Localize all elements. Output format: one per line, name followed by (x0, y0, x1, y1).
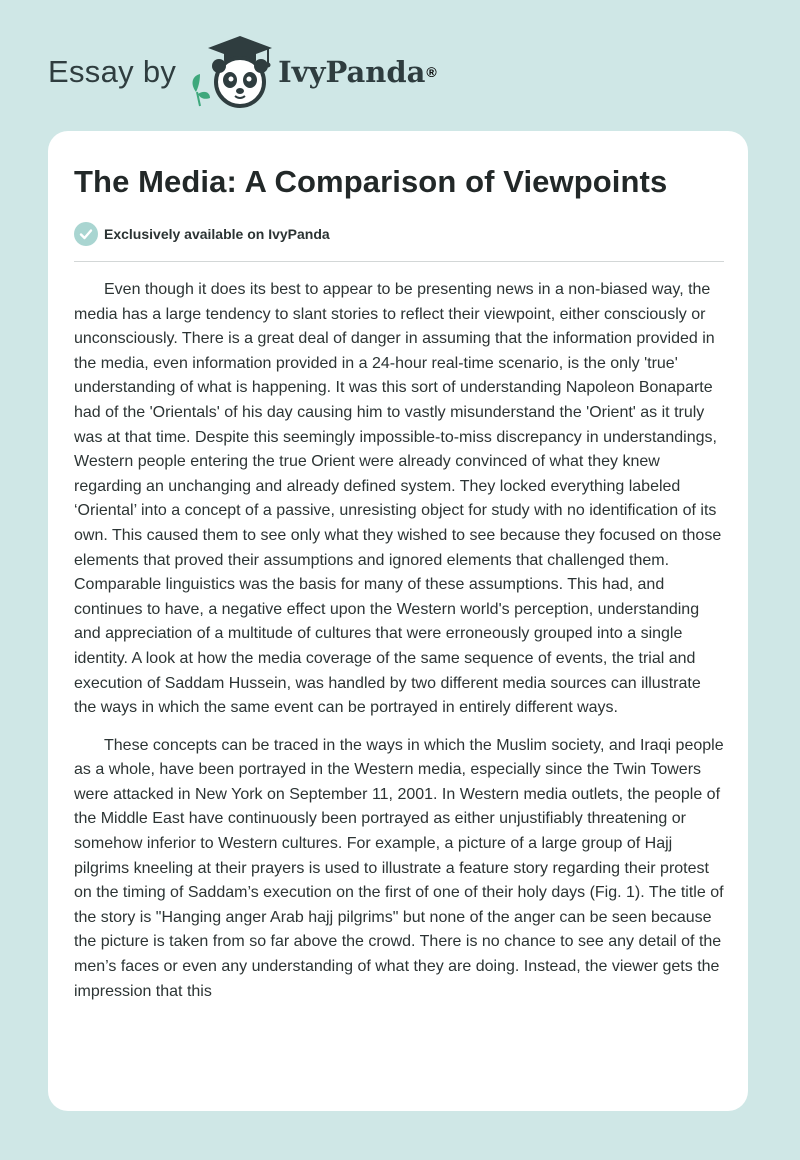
paragraph: Even though it does its best to appear to be presenting news in a non-biased way, the media has a large tendency to slant stories to reflect their viewpoint, either consciously or unconsciously. There is a great deal of danger in assuming that the information provided in the media, even information provided in a 24-hour real-time scenario, is the only 'true' understanding of what is happening. It was this sort of understanding Napoleon Bonaparte had of the 'Orientals' of his day causing him to vastly misunderstand the 'Orient' as it truly was at that time. Despite this seemingly impossible-to-miss discrepancy in understandings, Western people entering the true Orient were already convinced of what they knew regarding an unchanging and already defined system. They locked everything labeled ‘Oriental’ into a concept of a passive, unresisting object for study with no identification of its own. This caused them to see only what they wished to see because they focused on those elements that proved their assumptions and ignored elements that challenged them. Comparable linguistics was the basis for many of these assumptions. This had, and continues to have, a negative effect upon the Western world's perception, understanding and appreciation of a multitude of cultures that were erroneously grouped into a single identity. A look at how the media coverage of the same sequence of events, the trial and execution of Saddam Hussein, was handled by two different media sources can illustrate the ways in which the same event can be portrayed in entirely different ways. (74, 281, 722, 717)
page-title: The Media: A Comparison of Viewpoints (74, 164, 668, 199)
brand-prefix: Essay by (48, 54, 177, 89)
exclusive-badge (74, 222, 330, 246)
exclusive-badge-label: Exclusively available on IvyPanda (104, 226, 330, 242)
paragraph: These concepts can be traced in the ways in which the Muslim society, and Iraqi people as a whole, have been portrayed in the Western media, especially since the Twin Towers were attacked in New York on September 11, 2001. In Western media outlets, the people of the Middle East have continuously been portrayed as either unjustifiably threatening or somehow inferior to Western cultures. For example, a picture of a large group of Hajj pilgrims kneeling at their prayers is used to illustrate a feature story regarding their protest on the timing of Saddam’s execution on the first of one of their holy days (Fig. 1). The title of the story is "Hanging anger Arab hajj pilgrims" but none of the anger can be seen because the picture is taken from so far above the crowd. There is no chance to see any detail of the men’s faces or even any understanding of what they are doing. Instead, the viewer gets the impression that this (74, 736, 724, 1000)
checkmark-icon (74, 222, 98, 246)
divider (74, 261, 724, 262)
essay-card (48, 131, 748, 1111)
brand-header (48, 34, 437, 110)
essay-body (74, 278, 724, 1017)
registered-mark: ® (426, 64, 437, 80)
brand-name: IvyPanda (278, 55, 426, 89)
panda-logo-icon (186, 34, 274, 110)
